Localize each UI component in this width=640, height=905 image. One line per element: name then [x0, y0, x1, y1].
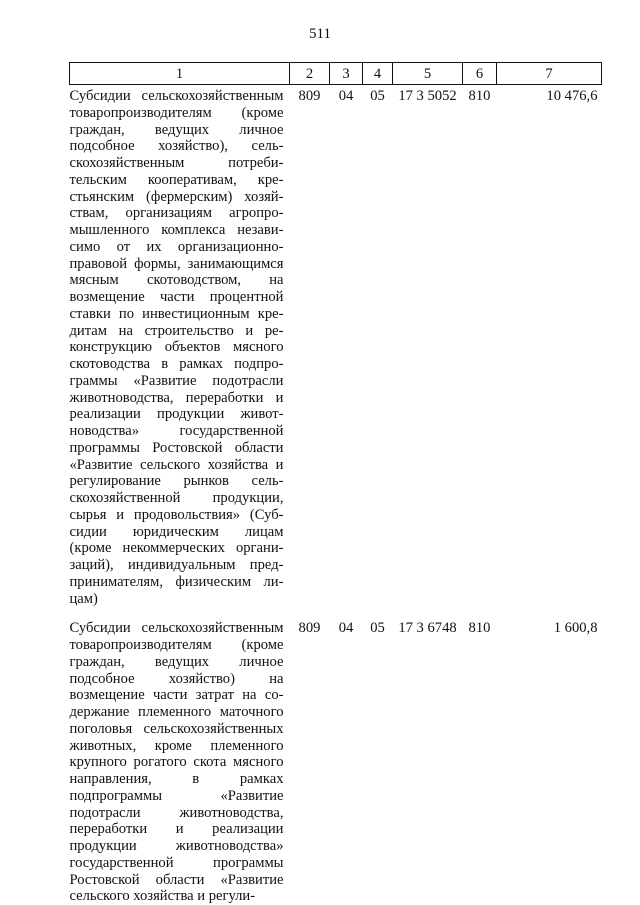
row-section-code: 04 — [338, 620, 354, 637]
row-target-article: 17 3 5052 — [398, 88, 457, 104]
budget-table — [69, 62, 602, 905]
row-expense-type: 810 — [468, 88, 491, 104]
header-col-6: 6 — [463, 63, 497, 85]
table-row — [70, 85, 602, 618]
row-expense-type: 810 — [468, 620, 491, 637]
row-ministry-code: 809 — [298, 620, 321, 637]
row-target-article: 17 3 6748 — [398, 620, 457, 637]
row-ministry-code: 809 — [298, 88, 321, 104]
header-col-7: 7 — [497, 63, 602, 85]
row-subsection-code: 05 — [370, 620, 385, 637]
header-col-5: 5 — [393, 63, 463, 85]
row-description: Субсидии сельскохозяйственным товаропроизводителям (кроме граждан, ведущих личное подсобное хозяйство) на возмещение части затрат на содержание племенного маточного поголовья сельскохозяйственных животных, кроме племенного крупного рогатого скота мясного направления, в рамках подпрограммы «Развитие подотрасли животноводства, переработки и реализации продукции животноводства» государственной программы Ростовской области «Развитие сельского хозяйства и регули- — [69, 620, 284, 905]
row-description: Субсидии сельскохозяйственным товаропроизводителям (кроме граждан, ведущих личное подсобное хозяйство), сельскохозяйственным потребительским кооперативам, крестьянским (фермерским) хозяйствам, организациям агропромышленного комплекса независимо от их организационно-правовой формы, занимающимся мясным скотоводством, на возмещение части процентной ставки по инвестиционным кредитам на строительство и реконструкцию объектов мясного скотоводства в рамках подпрограммы «Развитие подотрасли животноводства, переработки и реализации продукции животноводства» государственной программы Ростовской области «Развитие сельского хозяйства и регулирование рынков сельскохозяйственной продукции, сырья и продовольствия» (Субсидии юридическим лицам (кроме некоммерческих организаций), индивидуальным предпринимателям, физическим лицам) — [69, 88, 284, 607]
header-col-1: 1 — [70, 63, 290, 85]
row-section-code: 04 — [338, 88, 354, 104]
row-amount: 10 476,6 — [546, 88, 598, 104]
row-subsection-code: 05 — [370, 88, 385, 104]
header-col-3: 3 — [330, 63, 363, 85]
header-col-4: 4 — [363, 63, 393, 85]
row-amount: 1 600,8 — [553, 620, 598, 637]
table-row — [70, 617, 602, 905]
table-header-row — [70, 63, 602, 85]
header-col-2: 2 — [290, 63, 330, 85]
page-number: 511 — [309, 26, 331, 42]
